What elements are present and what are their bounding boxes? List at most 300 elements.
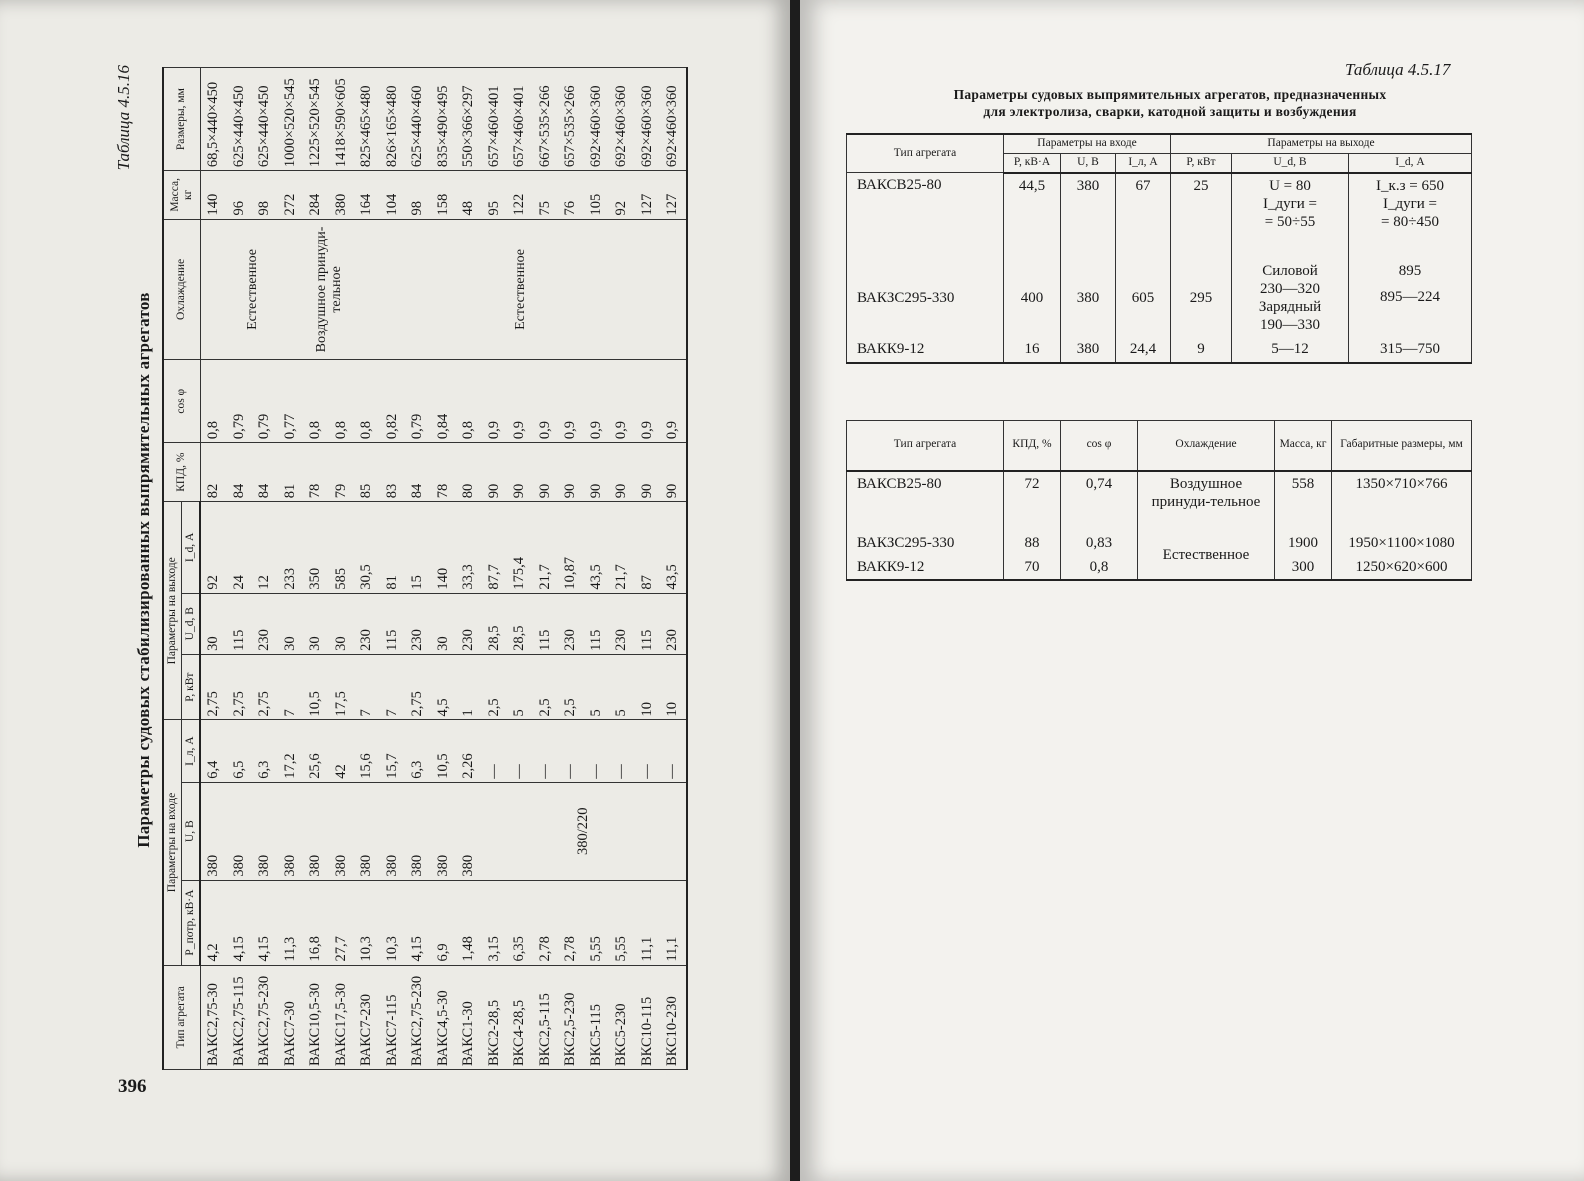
cell-p-out: 10 [635, 654, 661, 720]
cell-ud: 30 [431, 593, 457, 654]
cell-p-out: 2,5 [533, 654, 559, 720]
cell-type: ВАКС7-115 [380, 965, 406, 1069]
cell-il: — [609, 720, 635, 782]
cell-cos: 0,8 [200, 360, 227, 443]
cell-mass: 164 [354, 171, 380, 219]
cell-kpd: 83 [380, 443, 406, 502]
cell-dims: 625×440×460 [405, 68, 431, 171]
table-row [227, 68, 253, 1070]
cell-p-out: 10 [660, 654, 687, 720]
cell-u: 380 [405, 782, 431, 880]
cell-p-out: 25 [1171, 173, 1232, 259]
cell-ud: 115 [584, 593, 610, 654]
cell-p-in: 16 [1004, 337, 1061, 363]
cell-ud: 230 [252, 593, 278, 654]
cell-il: 15,7 [380, 720, 406, 782]
cell-u: 380 [200, 782, 227, 880]
ud-line: Зарядный [1258, 298, 1322, 315]
cell-kpd: 90 [635, 443, 661, 502]
cell-cos: 0,8 [456, 360, 482, 443]
cell-cos: 0,9 [635, 360, 661, 443]
table-row [252, 68, 278, 1070]
cell-il: 6,3 [252, 720, 278, 782]
cell-cos: 0,82 [380, 360, 406, 443]
cell-dims: 1950×1100×1080 [1332, 531, 1472, 555]
cell-mass: 92 [609, 171, 635, 219]
col-dims: Габаритные размеры, мм [1332, 421, 1472, 471]
col-id: I_d, А [1349, 153, 1472, 172]
cell-id: 315—750 [1349, 337, 1472, 363]
cell-id: 87,7 [482, 502, 508, 593]
col-kpd: КПД, % [163, 443, 200, 502]
col-il: I_л, А [1116, 153, 1171, 172]
cell-mass: 76 [558, 171, 584, 219]
cell-cos: 0,9 [660, 360, 687, 443]
cell-cooling: Естественное [354, 219, 687, 360]
cell-il: 67 [1116, 173, 1171, 259]
table-row [405, 68, 431, 1070]
cell-id: 12 [252, 502, 278, 593]
cell-dims: 667×535×266 [533, 68, 559, 171]
table-row [200, 68, 227, 1070]
cell-ud [1232, 259, 1349, 337]
cell-id: 24 [227, 502, 253, 593]
cell-cos: 0,84 [431, 360, 457, 443]
cell-id: 233 [278, 502, 304, 593]
cell-kpd: 90 [609, 443, 635, 502]
title-line-2: для электролиза, сварки, катодной защиты и возбуждения [983, 104, 1357, 119]
col-u: U, В [182, 782, 201, 880]
id-line: I_к.з = 650 [1376, 177, 1444, 194]
cell-ud: 30 [200, 593, 227, 654]
cell-il: 15,6 [354, 720, 380, 782]
cell-kpd: 81 [278, 443, 304, 502]
col-type: Тип агрегата [163, 965, 200, 1069]
cell-p-in: 400 [1004, 259, 1061, 337]
cell-id: 10,87 [558, 502, 584, 593]
cell-kpd: 70 [1004, 555, 1061, 580]
table-row [660, 68, 687, 1070]
left-page [0, 0, 790, 1181]
cell-dims: 625×440×450 [252, 68, 278, 171]
cell-p-out: 2,75 [227, 654, 253, 720]
col-type: Тип агрегата [847, 134, 1004, 173]
col-cos: cos φ [163, 360, 200, 443]
cell-mass: 272 [278, 171, 304, 219]
cell-cos: 0,79 [252, 360, 278, 443]
cell-p-out: 4,5 [431, 654, 457, 720]
cell-u: 380 [278, 782, 304, 880]
cell-type: ВКС5-115 [584, 965, 610, 1069]
cell-type: ВАКС4,5-30 [431, 965, 457, 1069]
cell-mass: 284 [303, 171, 329, 219]
cell-p-in: 1,48 [456, 880, 482, 965]
cell-dims: 692×460×360 [635, 68, 661, 171]
table-row [847, 259, 1472, 337]
cell-kpd: 85 [354, 443, 380, 502]
col-type: Тип агрегата [847, 421, 1004, 471]
cell-mass: 300 [1275, 555, 1332, 580]
cell-cos: 0,8 [354, 360, 380, 443]
cell-p-in: 44,5 [1004, 173, 1061, 259]
cell-mass: 98 [252, 171, 278, 219]
cell-kpd: 88 [1004, 531, 1061, 555]
col-ud: U_d, В [1232, 153, 1349, 172]
col-group-output: Параметры на выходе [163, 502, 182, 720]
cell-dims: 825×465×480 [354, 68, 380, 171]
cell-dims: 692×460×360 [584, 68, 610, 171]
cell-type: ВАКС2,75-115 [227, 965, 253, 1069]
cell-il: 42 [329, 720, 355, 782]
cell-p-in: 5,55 [609, 880, 635, 965]
cell-dims: 692×460×360 [609, 68, 635, 171]
cell-type: ВКС5-230 [609, 965, 635, 1069]
cell-cooling: Естественное [1138, 531, 1275, 580]
cell-kpd: 84 [405, 443, 431, 502]
cell-p-out: 2,75 [200, 654, 227, 720]
cell-kpd: 90 [482, 443, 508, 502]
cell-id [1349, 173, 1472, 259]
cell-dims: 1000×520×545 [278, 68, 304, 171]
cell-type: ВКС4-28,5 [507, 965, 533, 1069]
cell-type: ВАКС2,75-230 [405, 965, 431, 1069]
book-binding [790, 0, 800, 1181]
rectifier-table-4-5-16 [162, 67, 688, 1070]
cell-ud: 115 [380, 593, 406, 654]
ud-line: I_дуги = [1262, 195, 1318, 212]
cell-kpd: 72 [1004, 471, 1061, 531]
cell-cos: 0,79 [227, 360, 253, 443]
cell-cos: 0,77 [278, 360, 304, 443]
table-row [431, 68, 457, 1070]
col-mass: Масса, кг [163, 171, 200, 219]
cell-il: 17,2 [278, 720, 304, 782]
cell-ud: 230 [456, 593, 482, 654]
cell-kpd: 82 [200, 443, 227, 502]
cell-type: ВКС2-28,5 [482, 965, 508, 1069]
table-row [635, 68, 661, 1070]
cell-il: — [558, 720, 584, 782]
cell-p-in: 2,78 [533, 880, 559, 965]
cell-p-in: 5,55 [584, 880, 610, 965]
cell-dims: 657×460×401 [482, 68, 508, 171]
cell-p-out: 7 [278, 654, 304, 720]
cell-mass: 380 [329, 171, 355, 219]
table-title [860, 86, 1480, 120]
col-group-input: Параметры на входе [163, 720, 182, 965]
cell-p-in: 4,15 [227, 880, 253, 965]
cell-il: — [507, 720, 533, 782]
cell-p-in: 4,15 [405, 880, 431, 965]
cell-ud: 230 [354, 593, 380, 654]
table-row [558, 68, 584, 1070]
table-row [380, 68, 406, 1070]
cell-mass: 127 [635, 171, 661, 219]
cell-kpd: 84 [252, 443, 278, 502]
cell-mass: 98 [405, 171, 431, 219]
table-row [609, 68, 635, 1070]
ud-line: = 50÷55 [1264, 213, 1316, 230]
cell-p-out: 7 [354, 654, 380, 720]
cell-dims: 692×460×360 [660, 68, 687, 171]
cell-dims: 1250×620×600 [1332, 555, 1472, 580]
cell-dims: 835×490×495 [431, 68, 457, 171]
cell-u: 380 [303, 782, 329, 880]
cell-mass: 140 [200, 171, 227, 219]
rectifier-table-4-5-17-part1 [846, 133, 1472, 364]
cell-mass: 96 [227, 171, 253, 219]
cell-p-in: 16,8 [303, 880, 329, 965]
cell-u: 380 [456, 782, 482, 880]
cell-u: 380 [354, 782, 380, 880]
cell-p-out: 10,5 [303, 654, 329, 720]
cell-ud: 30 [303, 593, 329, 654]
id-line: I_дуги = [1382, 195, 1438, 212]
cell-il: — [660, 720, 687, 782]
col-dims: Размеры, мм [163, 68, 200, 171]
cell-cos: 0,8 [303, 360, 329, 443]
cell-cos: 0,9 [507, 360, 533, 443]
cell-p-in: 6,35 [507, 880, 533, 965]
cell-il: — [482, 720, 508, 782]
cell-ud: 30 [278, 593, 304, 654]
cell-ud: 230 [609, 593, 635, 654]
col-kpd: КПД, % [1004, 421, 1061, 471]
cell-p-out: 2,75 [252, 654, 278, 720]
cell-u: 380 [252, 782, 278, 880]
cell-type: ВКС2,5-115 [533, 965, 559, 1069]
cell-p-out: 2,75 [405, 654, 431, 720]
cell-id: 30,5 [354, 502, 380, 593]
cell-il: 25,6 [303, 720, 329, 782]
id-line: 895 [1398, 262, 1422, 279]
cell-u: 380 [227, 782, 253, 880]
cell-p-out: 1 [456, 654, 482, 720]
table-row [456, 68, 482, 1070]
cell-type: ВАКС1-30 [456, 965, 482, 1069]
col-u: U, В [1061, 153, 1116, 172]
cell-p-in: 11,1 [660, 880, 687, 965]
col-id: I_d, А [182, 502, 201, 593]
cell-kpd: 79 [329, 443, 355, 502]
cell-id: 585 [329, 502, 355, 593]
cell-mass: 104 [380, 171, 406, 219]
cell-il: 6,3 [405, 720, 431, 782]
cell-cooling: Естественное [200, 219, 303, 360]
cell-dims: 625×440×450 [227, 68, 253, 171]
cell-kpd: 84 [227, 443, 253, 502]
col-cooling: Охлаждение [163, 219, 200, 360]
cell-cos: 0,9 [584, 360, 610, 443]
cell-mass: 158 [431, 171, 457, 219]
cell-p-out: 5 [609, 654, 635, 720]
cell-il: — [533, 720, 559, 782]
table-row [847, 531, 1472, 555]
cell-p-in: 10,3 [354, 880, 380, 965]
cell-dims: 550×366×297 [456, 68, 482, 171]
table-row [847, 337, 1472, 363]
cell-ud: 230 [558, 593, 584, 654]
cell-type: ВКС10-230 [660, 965, 687, 1069]
cell-type: ВАКЗС295-330 [847, 531, 1004, 555]
cell-p-in: 2,78 [558, 880, 584, 965]
cell-p-out: 17,5 [329, 654, 355, 720]
cell-dims: 657×535×266 [558, 68, 584, 171]
cell-type: ВАКСВ25-80 [847, 471, 1004, 531]
cell-id: 92 [200, 502, 227, 593]
ud-line: Силовой [1262, 262, 1318, 279]
cell-p-out: 9 [1171, 337, 1232, 363]
col-group-output: Параметры на выходе [1171, 134, 1472, 153]
cell-p-in: 11,1 [635, 880, 661, 965]
cell-kpd: 90 [533, 443, 559, 502]
cell-cooling: Воздушное принуди-тельное [303, 219, 354, 360]
ud-line: 230—320 [1260, 280, 1320, 297]
table-row [847, 173, 1472, 259]
ud-line: 190—330 [1260, 316, 1320, 333]
cell-id: 43,5 [584, 502, 610, 593]
cell-mass: 1900 [1275, 531, 1332, 555]
cell-id: 350 [303, 502, 329, 593]
cell-type: ВАКС2,75-30 [200, 965, 227, 1069]
cell-ud: 30 [329, 593, 355, 654]
cell-type: ВАКС2,75-230 [252, 965, 278, 1069]
cell-ud: 115 [635, 593, 661, 654]
cell-cos: 0,79 [405, 360, 431, 443]
table-row [507, 68, 533, 1070]
id-line: = 80÷450 [1381, 213, 1439, 230]
cell-ud [1232, 173, 1349, 259]
cell-kpd: 90 [584, 443, 610, 502]
cell-id [1349, 259, 1472, 337]
rectifier-table-4-5-17-part2 [846, 420, 1472, 581]
cell-u: 380 [380, 782, 406, 880]
table-row [329, 68, 355, 1070]
cell-u: 380 [1061, 173, 1116, 259]
cell-dims: 657×460×401 [507, 68, 533, 171]
cell-dims: 1418×590×605 [329, 68, 355, 171]
cell-p-out: 7 [380, 654, 406, 720]
cell-cooling: Воздушное принуди-тельное [1138, 471, 1275, 531]
cell-cos: 0,83 [1061, 531, 1138, 555]
cell-il: 605 [1116, 259, 1171, 337]
cell-il: 24,4 [1116, 337, 1171, 363]
table-row [584, 68, 610, 1070]
cell-id: 81 [380, 502, 406, 593]
cell-cos: 0,74 [1061, 471, 1138, 531]
cell-ud: 115 [227, 593, 253, 654]
cell-mass: 127 [660, 171, 687, 219]
cell-type: ВКС2,5-230 [558, 965, 584, 1069]
cell-mass: 558 [1275, 471, 1332, 531]
col-p-out: P, кВт [182, 654, 201, 720]
cell-p-out: 5 [584, 654, 610, 720]
col-cooling: Охлаждение [1138, 421, 1275, 471]
id-line: 895—224 [1380, 288, 1440, 305]
cell-dims: 68,5×440×450 [200, 68, 227, 171]
cell-mass: 122 [507, 171, 533, 219]
cell-kpd: 78 [303, 443, 329, 502]
col-ud: U_d, В [182, 593, 201, 654]
cell-type: ВАКСВ25-80 [847, 173, 1004, 259]
cell-id: 33,3 [456, 502, 482, 593]
table-label: Таблица 4.5.16 [114, 65, 133, 171]
cell-p-out: 2,5 [482, 654, 508, 720]
cell-mass: 95 [482, 171, 508, 219]
cell-dims: 1225×520×545 [303, 68, 329, 171]
cell-p-out: 295 [1171, 259, 1232, 337]
cell-mass: 48 [456, 171, 482, 219]
cell-il: — [584, 720, 610, 782]
cell-cos: 0,9 [482, 360, 508, 443]
cell-dims: 1350×710×766 [1332, 471, 1472, 531]
cell-cos: 0,9 [609, 360, 635, 443]
col-mass: Масса, кг [1275, 421, 1332, 471]
cell-kpd: 78 [431, 443, 457, 502]
cell-ud: 230 [405, 593, 431, 654]
cell-cos: 0,8 [329, 360, 355, 443]
cell-il: 10,5 [431, 720, 457, 782]
cell-cos: 0,9 [533, 360, 559, 443]
table-row [278, 68, 304, 1070]
cell-type: ВАКЗС295-330 [847, 259, 1004, 337]
cell-id: 87 [635, 502, 661, 593]
table-row [533, 68, 559, 1070]
cell-il: — [635, 720, 661, 782]
cell-il: 6,5 [227, 720, 253, 782]
cell-id: 21,7 [609, 502, 635, 593]
cell-type: ВАКС7-230 [354, 965, 380, 1069]
cell-type: ВАКС7-30 [278, 965, 304, 1069]
cell-mass: 75 [533, 171, 559, 219]
col-cos: cos φ [1061, 421, 1138, 471]
cell-ud: 115 [533, 593, 559, 654]
cell-id: 43,5 [660, 502, 687, 593]
col-group-input: Параметры на входе [1004, 134, 1171, 153]
cell-ud: 5—12 [1232, 337, 1349, 363]
cell-u: 380 [1061, 259, 1116, 337]
cell-type: ВАКС17,5-30 [329, 965, 355, 1069]
cell-p-in: 6,9 [431, 880, 457, 965]
cell-kpd: 90 [507, 443, 533, 502]
table-row [303, 68, 329, 1070]
table-row [482, 68, 508, 1070]
cell-u-group: 380/220 [482, 782, 687, 880]
page-number: 396 [118, 1076, 147, 1097]
col-p-in: P, кВ·А [1004, 153, 1061, 172]
cell-u: 380 [1061, 337, 1116, 363]
table-row [847, 471, 1472, 531]
cell-id: 140 [431, 502, 457, 593]
col-il: I_л, А [182, 720, 201, 782]
cell-p-in: 10,3 [380, 880, 406, 965]
cell-id: 15 [405, 502, 431, 593]
cell-p-in: 3,15 [482, 880, 508, 965]
title-line-1: Параметры судовых выпрямительных агрегатов, предназначенных [953, 87, 1387, 102]
cell-p-in: 4,15 [252, 880, 278, 965]
table-title: Параметры судовых стабилизированных выпрямительных агрегатов [134, 292, 153, 848]
cell-p-in: 11,3 [278, 880, 304, 965]
cell-p-out: 2,5 [558, 654, 584, 720]
cell-kpd: 90 [558, 443, 584, 502]
cell-cos: 0,8 [1061, 555, 1138, 580]
cell-p-in: 27,7 [329, 880, 355, 965]
table-label: Таблица 4.5.17 [1345, 60, 1451, 79]
cell-type: ВАКК9-12 [847, 555, 1004, 580]
cell-kpd: 90 [660, 443, 687, 502]
cell-p-in: 4,2 [200, 880, 227, 965]
cell-p-out: 5 [507, 654, 533, 720]
